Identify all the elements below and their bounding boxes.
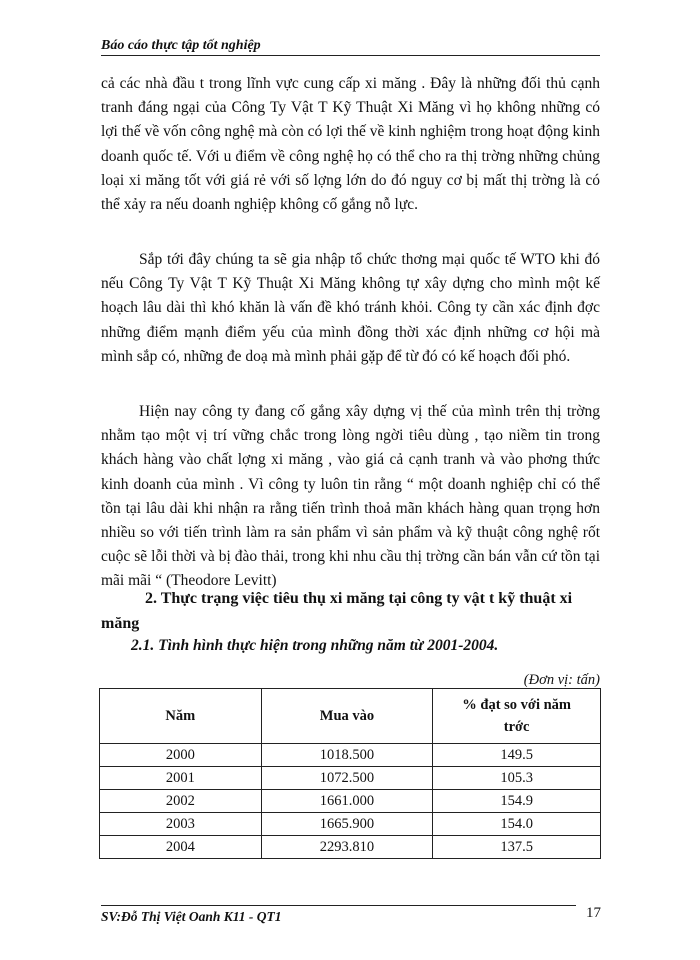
page-header: Báo cáo thực tập tốt nghiệp — [101, 38, 261, 53]
cell-year: 2002 — [100, 790, 262, 813]
purchase-table — [99, 688, 601, 859]
table-row — [100, 767, 601, 790]
header-purchase: Mua vào — [261, 689, 433, 744]
cell-purchase: 1018.500 — [261, 744, 433, 767]
cell-percent: 137.5 — [433, 836, 601, 859]
cell-percent: 149.5 — [433, 744, 601, 767]
cell-percent: 154.0 — [433, 813, 601, 836]
table-header-row — [100, 689, 601, 744]
paragraph-competitors: cả các nhà đầu t trong lĩnh vực cung cấp xi măng . Đây là những đối thủ cạnh tranh đáng ngại của Công Ty Vật T Kỹ Thuật Xi Măng vì họ không những có lợi thế về vốn công nghệ mà còn có lợi thế về kinh nghiệm trong hoạt động kinh doanh quốc tế. Với u điểm về công nghệ họ có thể cho ra thị trờng những chủng loại xi măng tốt với giá rẻ với số lợng lớn do đó nguy cơ bị mất thị trờng là có thể xảy ra nếu doanh nghiệp không cố gắng nỗ lực. — [101, 75, 600, 214]
cell-percent: 105.3 — [433, 767, 601, 790]
cell-percent: 154.9 — [433, 790, 601, 813]
cell-year: 2004 — [100, 836, 262, 859]
cell-year: 2001 — [100, 767, 262, 790]
paragraph-wto: Sắp tới đây chúng ta sẽ gia nhập tổ chức thơng mại quốc tế WTO khi đó nếu Công Ty Vật T Kỹ Thuật Xi Măng không tự xây dựng cho mình một kế hoạch lâu dài thì khó khăn là vấn đề khó tránh khỏi. Công ty cần xác định đợc những điểm mạnh điểm yếu của mình đồng thời xác định những cơ hội mà mình sắp có, những đe doạ mà mình phải gặp để từ đó có kế hoạch đối phó. — [101, 251, 600, 365]
header-year: Năm — [100, 689, 262, 744]
subsection-heading: 2.1. Tình hình thực hiện trong những năm từ 2001-2004. — [131, 637, 499, 654]
cell-purchase: 1665.900 — [261, 813, 433, 836]
cell-purchase: 1072.500 — [261, 767, 433, 790]
header-percent: % đạt so với năm trớc — [433, 689, 601, 744]
footer-divider — [101, 905, 576, 906]
page-number: 17 — [586, 905, 601, 921]
footer-author: SV:Đỗ Thị Việt Oanh K11 - QT1 — [101, 909, 282, 924]
section-heading: 2. Thực trạng việc tiêu thụ xi măng tại công ty vật t kỹ thuật xi măng — [101, 590, 573, 632]
unit-label: (Đơn vị: tấn) — [523, 672, 600, 688]
table-row — [100, 790, 601, 813]
table-row — [100, 813, 601, 836]
table-row — [100, 836, 601, 859]
cell-year: 2003 — [100, 813, 262, 836]
cell-purchase: 2293.810 — [261, 836, 433, 859]
cell-year: 2000 — [100, 744, 262, 767]
table-row — [100, 744, 601, 767]
header-divider — [101, 55, 600, 56]
paragraph-market-position: Hiện nay công ty đang cố gắng xây dựng vị thế của mình trên thị trờng nhằm tạo một vị trí vững chắc trong lòng ngời tiêu dùng , tạo niềm tin trong khách hàng vào chất lợng xi măng , vào giá cả cạnh tranh và vào phơng thức kinh doanh của mình . Vì công ty luôn tin rằng “ một doanh nghiệp chỉ có thể tồn tại lâu dài khi nhận ra rằng tiến trình thoả mãn khách hàng quan trọng hơn nhiều so với tiến trình làm ra sản phẩm vì sản phẩm và kỹ thuật công nghệ rốt cuộc sẽ lỗi thời và bị đào thải, trong khi nhu cầu thị trờng cần bán vẫn cứ tồn tại mãi mãi “ (Theodore Levitt) — [101, 403, 600, 590]
cell-purchase: 1661.000 — [261, 790, 433, 813]
